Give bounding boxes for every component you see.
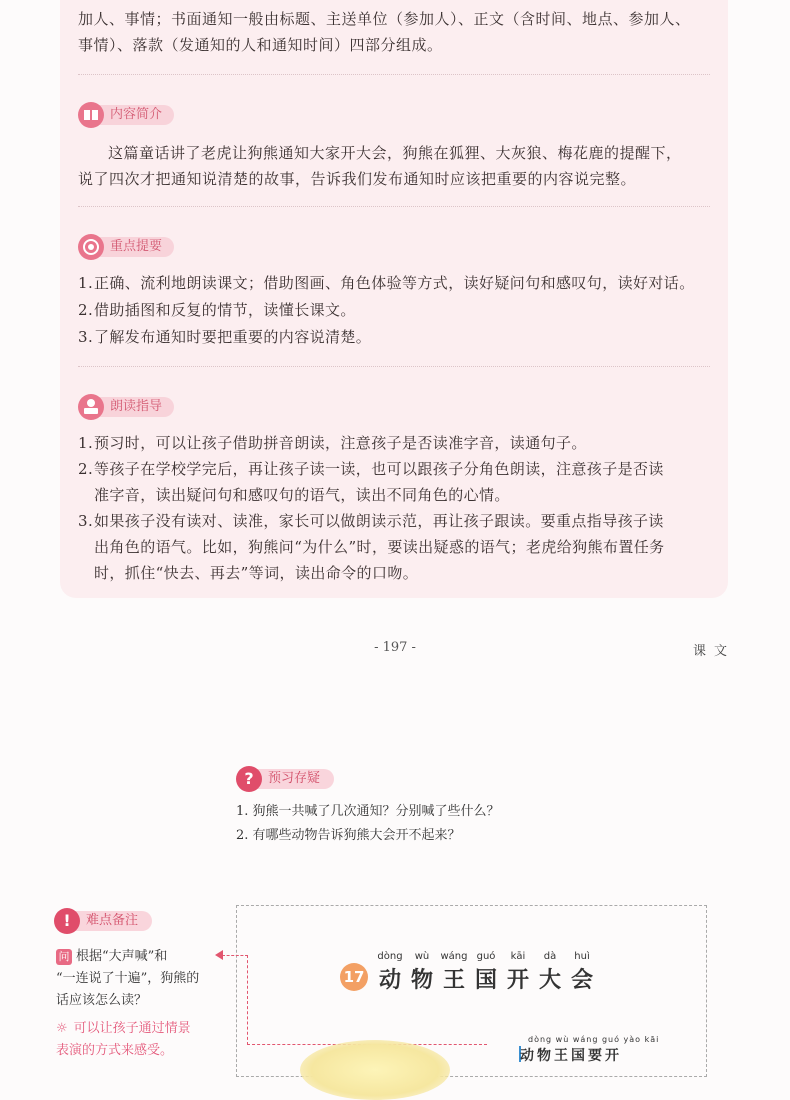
summary-line: 这篇童话讲了老虎让狗熊通知大家开大会，狗熊在狐狸、大灰狼、梅花鹿的提醒下， [108,144,682,162]
title-pinyin: wù [414,951,430,962]
preview-question: 1. 狗熊一共喊了几次通知？分别喊了些什么？ [236,804,500,819]
title-char: 开 [506,967,529,993]
section-label: 朗读指导 [96,397,174,417]
section-label: 内容简介 [96,105,174,125]
target-icon [78,234,104,260]
title-char: 大 [538,967,561,993]
preview-question: 2. 有哪些动物告诉狗熊大会开不起来？ [236,828,461,843]
difficulty-question: 问 根据“大声喊”和 [56,946,216,968]
divider [78,74,710,75]
section-name: 课文 [693,644,736,659]
connector-line [222,955,248,956]
list-item-cont: 时，抓住“快去、再去”等词，读出命令的口吻。 [94,564,419,582]
illustration [300,1040,450,1100]
list-item: 1. 预习时，可以让孩子借助拼音朗读，注意孩子是否读准字音，读通句子。 [78,434,587,452]
difficulty-question: “一连说了十遍”，狗熊的 [56,971,200,986]
lightbulb-icon: ☼ [56,1021,68,1036]
arrow-left-icon [215,950,223,960]
title-pinyin: dòng [377,951,403,962]
paragraph-text: 动物王国要开 [520,1048,622,1064]
exclamation-icon: ! [54,908,80,934]
title-char: 物 [410,967,433,993]
book-icon [78,102,104,128]
list-item: 3. 如果孩子没有读对、读准，家长可以做朗读示范，再让孩子跟读。要重点指导孩子读 [78,512,664,530]
title-char: 会 [570,967,593,993]
intro-text-line: 事情）、落款（发通知的人和通知时间）四部分组成。 [78,36,443,54]
connector-line [247,955,248,1045]
title-char: 国 [474,967,497,993]
list-item: 1. 正确、流利地朗读课文；借助图画、角色体验等方式，读好疑问句和感叹句，读好对话。 [78,274,695,292]
divider [78,366,710,367]
question-icon: ? [236,766,262,792]
list-item: 3. 了解发布通知时要把重要的内容说清楚。 [78,328,372,346]
title-pinyin: wáng [440,951,468,962]
title-char: 动 [378,967,401,993]
section-label: 预习存疑 [254,769,334,789]
title-pinyin: dà [543,951,557,962]
section-label: 难点备注 [72,911,152,931]
difficulty-question: 话应该怎么读？ [56,993,148,1008]
page-number: - 197 - [374,640,416,655]
paragraph-pinyin: dòng wù wáng guó yào kāi [528,1035,660,1044]
reader-icon [78,394,104,420]
section-label: 重点提要 [96,237,174,257]
difficulty-tip: 表演的方式来感受。 [56,1043,174,1058]
intro-text-line: 加人、事情；书面通知一般由标题、主送单位（参加人）、正文（含时间、地点、参加人、 [78,10,691,28]
question-badge: 问 [56,949,72,965]
lesson-number: 17 [340,963,368,991]
difficulty-tip: ☼ 可以让孩子通过情景 [56,1021,191,1036]
list-item-cont: 准字音，读出疑问句和感叹句的语气，读出不同角色的心情。 [94,486,510,504]
title-pinyin: guó [476,951,496,962]
title-pinyin: huì [574,951,590,962]
title-char: 王 [442,967,465,993]
divider [78,206,710,207]
list-item-cont: 出角色的语气。比如，狗熊问“为什么”时，要读出疑惑的语气；老虎给狗熊布置任务 [94,538,665,556]
list-item: 2. 借助插图和反复的情节，读懂长课文。 [78,301,356,319]
summary-line: 说了四次才把通知说清楚的故事，告诉我们发布通知时应该把重要的内容说完整。 [78,170,637,188]
title-pinyin: kāi [510,951,526,962]
list-item: 2. 等孩子在学校学完后，再让孩子读一读，也可以跟孩子分角色朗读，注意孩子是否读 [78,460,664,478]
